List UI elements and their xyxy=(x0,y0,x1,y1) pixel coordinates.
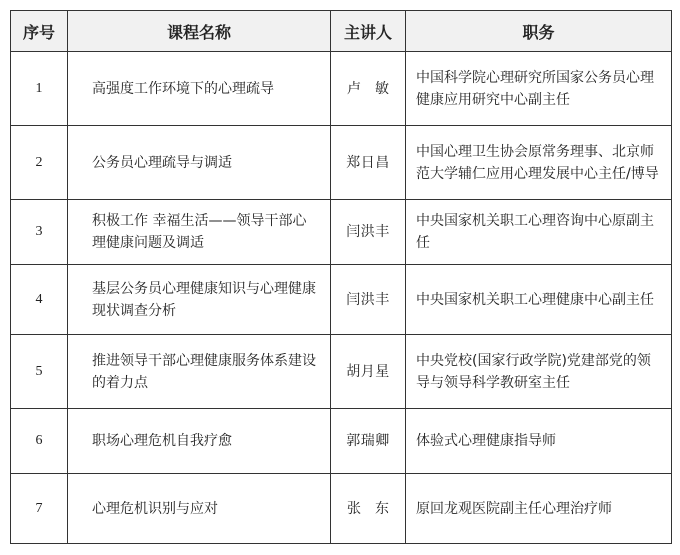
row-no: 4 xyxy=(11,265,68,335)
row-speaker: 卢敏 xyxy=(331,52,406,126)
row-no: 1 xyxy=(11,52,68,126)
row-speaker: 张东 xyxy=(331,474,406,544)
row-role: 中央党校(国家行政学院)党建部党的领导与领导科学教研室主任 xyxy=(406,335,672,409)
row-course: 推进领导干部心理健康服务体系建设的着力点 xyxy=(68,335,331,409)
row-speaker: 胡月星 xyxy=(331,335,406,409)
header-row xyxy=(11,11,672,52)
row-speaker: 郑日昌 xyxy=(331,126,406,200)
row-speaker: 郭瑞卿 xyxy=(331,409,406,474)
row-course: 基层公务员心理健康知识与心理健康现状调查分析 xyxy=(68,265,331,335)
course-table xyxy=(10,10,672,544)
header-role: 职务 xyxy=(406,11,672,52)
table-row xyxy=(11,335,672,409)
row-speaker: 闫洪丰 xyxy=(331,265,406,335)
row-speaker: 闫洪丰 xyxy=(331,200,406,265)
header-course: 课程名称 xyxy=(68,11,331,52)
row-role: 原回龙观医院副主任心理治疗师 xyxy=(406,474,672,544)
row-course: 公务员心理疏导与调适 xyxy=(68,126,331,200)
table-row xyxy=(11,52,672,126)
row-no: 7 xyxy=(11,474,68,544)
row-no: 5 xyxy=(11,335,68,409)
row-no: 3 xyxy=(11,200,68,265)
header-speaker: 主讲人 xyxy=(331,11,406,52)
row-no: 2 xyxy=(11,126,68,200)
row-course: 高强度工作环境下的心理疏导 xyxy=(68,52,331,126)
table-row xyxy=(11,126,672,200)
table-row xyxy=(11,409,672,474)
header-no: 序号 xyxy=(11,11,68,52)
row-course: 职场心理危机自我疗愈 xyxy=(68,409,331,474)
row-no: 6 xyxy=(11,409,68,474)
table-row xyxy=(11,474,672,544)
row-role: 中国心理卫生协会原常务理事、北京师范大学辅仁应用心理发展中心主任/博导 xyxy=(406,126,672,200)
row-role: 中国科学院心理研究所国家公务员心理健康应用研究中心副主任 xyxy=(406,52,672,126)
row-role: 体验式心理健康指导师 xyxy=(406,409,672,474)
row-course: 积极工作 幸福生活——领导干部心理健康问题及调适 xyxy=(68,200,331,265)
table-row xyxy=(11,200,672,265)
table-row xyxy=(11,265,672,335)
row-role: 中央国家机关职工心理咨询中心原副主任 xyxy=(406,200,672,265)
row-role: 中央国家机关职工心理健康中心副主任 xyxy=(406,265,672,335)
row-course: 心理危机识别与应对 xyxy=(68,474,331,544)
